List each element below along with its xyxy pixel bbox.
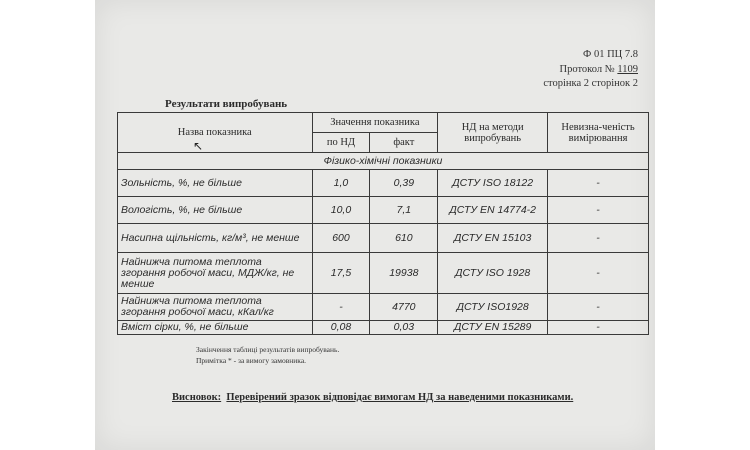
header-nd: по НД — [312, 133, 370, 153]
section-title: Результати випробувань — [165, 98, 288, 110]
row-name: Найнижча питома теплота згорання робочої маси, МДЖ/кг, не менше — [118, 253, 313, 294]
row-nd: 0,08 — [312, 321, 370, 335]
row-fact: 0,03 — [370, 321, 438, 335]
row-fact: 19938 — [370, 253, 438, 294]
protocol-line — [543, 63, 638, 78]
row-name: Вологість, %, не більше — [118, 197, 313, 224]
row-nd: 600 — [312, 224, 370, 253]
table-end-note: Закінчення таблиці результатів випробувань. — [196, 345, 340, 354]
row-name: Насипна щільність, кг/м³, не менше — [118, 224, 313, 253]
conclusion-label: Висновок: — [172, 392, 222, 403]
row-nd: - — [312, 294, 370, 321]
conclusion — [172, 392, 573, 403]
row-method: ДСТУ ISO 18122 — [438, 170, 548, 197]
row-uncertainty: - — [548, 224, 649, 253]
header-fact: факт — [370, 133, 438, 153]
table-row — [118, 197, 649, 224]
table-row — [118, 224, 649, 253]
table-footnote: Примітка * - за вимогу замовника. — [196, 356, 307, 365]
row-uncertainty: - — [548, 253, 649, 294]
section-label: Фізико-хімічні показники — [118, 153, 649, 170]
row-name: Зольність, %, не більше — [118, 170, 313, 197]
row-uncertainty: - — [548, 197, 649, 224]
row-fact: 7,1 — [370, 197, 438, 224]
row-uncertainty: - — [548, 321, 649, 335]
table-row — [118, 253, 649, 294]
conclusion-text: Перевірений зразок відповідає вимогам НД за наведеними показниками. — [226, 392, 574, 403]
section-row — [118, 153, 649, 170]
table-header-row — [118, 113, 649, 133]
row-method: ДСТУ EN 15103 — [438, 224, 548, 253]
row-name: Вміст сірки, %, не більше — [118, 321, 313, 335]
row-uncertainty: - — [548, 294, 649, 321]
protocol-label: Протокол № — [559, 63, 615, 75]
row-method: ДСТУ ISO 1928 — [438, 253, 548, 294]
table-row — [118, 321, 649, 335]
protocol-number: 1109 — [617, 63, 638, 75]
page-number: сторінка 2 сторінок 2 — [543, 78, 638, 89]
form-code: Ф 01 ПЦ 7.8 — [583, 49, 638, 60]
table-row — [118, 294, 649, 321]
row-nd: 1,0 — [312, 170, 370, 197]
row-nd: 17,5 — [312, 253, 370, 294]
row-nd: 10,0 — [312, 197, 370, 224]
row-method: ДСТУ EN 14774-2 — [438, 197, 548, 224]
row-method: ДСТУ ISO1928 — [438, 294, 548, 321]
document-header — [543, 48, 638, 92]
row-fact: 0,39 — [370, 170, 438, 197]
row-fact: 4770 — [370, 294, 438, 321]
row-fact: 610 — [370, 224, 438, 253]
row-method: ДСТУ EN 15289 — [438, 321, 548, 335]
header-name: Назва показника — [118, 113, 313, 153]
header-method: НД на методи випробувань — [438, 113, 548, 153]
header-values: Значення показника — [312, 113, 438, 133]
header-uncertainty: Невизна-ченість вимірювання — [548, 113, 649, 153]
mouse-cursor-icon: ↖ — [193, 139, 204, 153]
table-row — [118, 170, 649, 197]
row-name: Найнижча питома теплота згорання робочої маси, кКал/кг — [118, 294, 313, 321]
row-uncertainty: - — [548, 170, 649, 197]
